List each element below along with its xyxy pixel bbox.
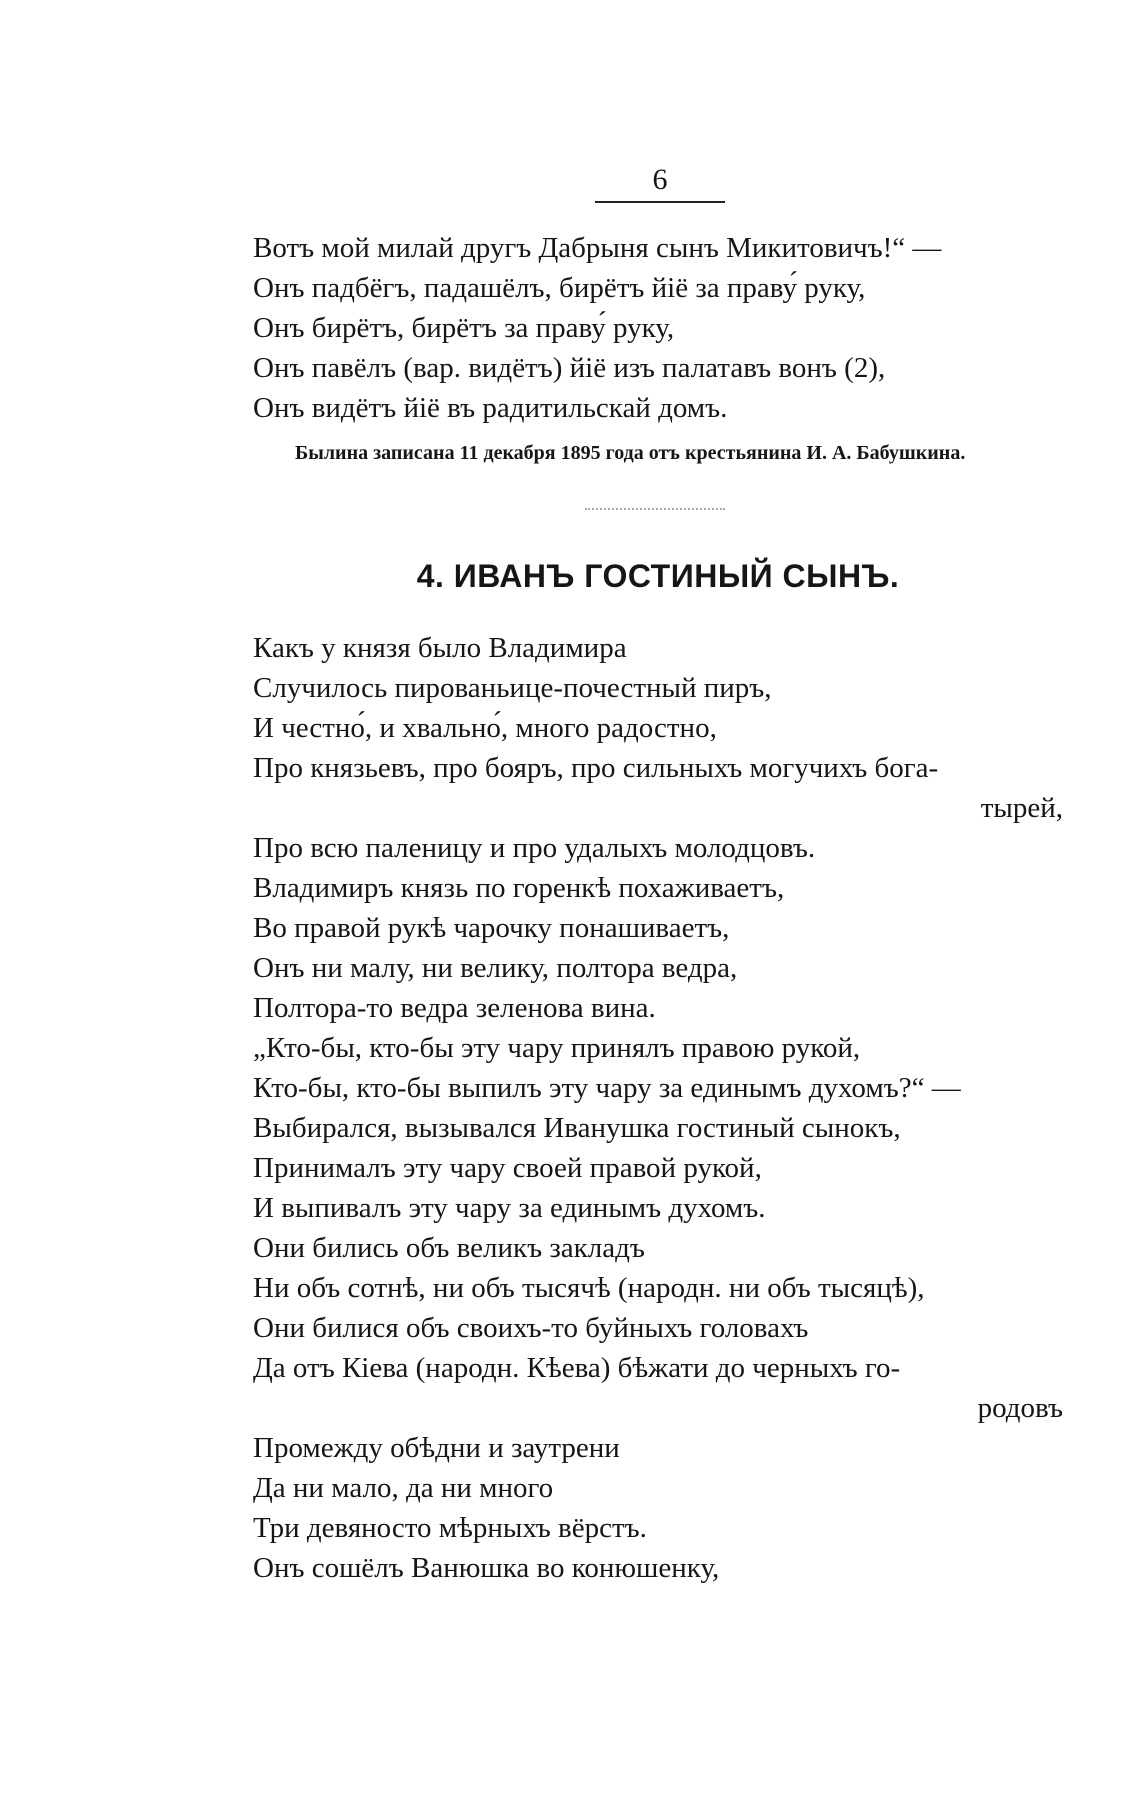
verse-line: Онъ ни малу, ни велику, полтора ведра, — [253, 952, 738, 984]
verse-line: Да ни мало, да ни много — [253, 1472, 554, 1504]
verse-line: Они бились объ великъ закладъ — [253, 1232, 645, 1264]
verse-line: Владимиръ князь по горенкѣ похаживаетъ, — [253, 872, 785, 904]
verse-line-continuation: родовъ — [977, 1392, 1063, 1424]
verse-line: Онъ бирётъ, бирётъ за праву́ руку, — [253, 312, 675, 344]
verse-line: Во правой рукѣ чарочку понашиваетъ, — [253, 912, 730, 944]
verse-line: Вотъ мой милай другъ Дабрыня сынъ Микитовичъ!“ — — [253, 232, 942, 264]
verse-line: Онъ павёлъ (вар. видётъ) йіё изъ палатавъ вонъ (2), — [253, 352, 886, 384]
verse-line: Онъ видётъ йіё въ радитильскай домъ. — [253, 392, 728, 424]
verse-line: Полтора-то ведра зеленова вина. — [253, 992, 656, 1024]
verse-line: „Кто-бы, кто-бы эту чару принялъ правою рукой, — [253, 1032, 861, 1064]
verse-line: Они билися объ своихъ-то буйныхъ головахъ — [253, 1312, 809, 1344]
recording-note: Былина записана 11 декабря 1895 года отъ крестьянина И. А. Бабушкина. — [295, 442, 966, 464]
verse-line: Выбирался, вызывался Иванушка гостиный сынокъ, — [253, 1112, 901, 1144]
section-divider — [585, 508, 725, 510]
top-verse — [253, 228, 1063, 428]
verse-line: Ни объ сотнѣ, ни объ тысячѣ (народн. ни объ тысяцѣ), — [253, 1272, 925, 1304]
verse-line: Про всю паленицу и про удалыхъ молодцовъ. — [253, 832, 816, 864]
verse-line: Онъ падбёгъ, падашёлъ, бирётъ йіё за праву́ руку, — [253, 272, 866, 304]
verse-line: Случилось пированьице-почестный пиръ, — [253, 672, 772, 704]
main-verse — [253, 628, 1063, 1588]
page-number: 6 — [652, 163, 668, 196]
page-number-rule — [595, 201, 725, 203]
verse-line: И выпивалъ эту чару за единымъ духомъ. — [253, 1192, 766, 1224]
verse-line: Да отъ Кіева (народн. Кѣева) бѣжати до черныхъ го- — [253, 1352, 901, 1384]
verse-line: Какъ у князя было Владимира — [253, 632, 627, 664]
verse-line-continuation: тырей, — [980, 792, 1063, 824]
verse-line: Принималъ эту чару своей правой рукой, — [253, 1152, 762, 1184]
verse-line: Онъ сошёлъ Ванюшка во конюшенку, — [253, 1552, 720, 1584]
verse-line: И честно́, и хвально́, много радостно, — [253, 712, 717, 744]
verse-line: Про князьевъ, про бояръ, про сильныхъ могучихъ бога- — [253, 752, 939, 784]
verse-line: Промежду обѣдни и заутрени — [253, 1432, 620, 1464]
verse-line: Кто-бы, кто-бы выпилъ эту чару за единымъ духомъ?“ — — [253, 1072, 961, 1104]
verse-line: Три девяносто мѣрныхъ вёрстъ. — [253, 1512, 647, 1544]
section-heading: 4. ИВАНЪ ГОСТИНЫЙ СЫНЪ. — [416, 558, 900, 594]
